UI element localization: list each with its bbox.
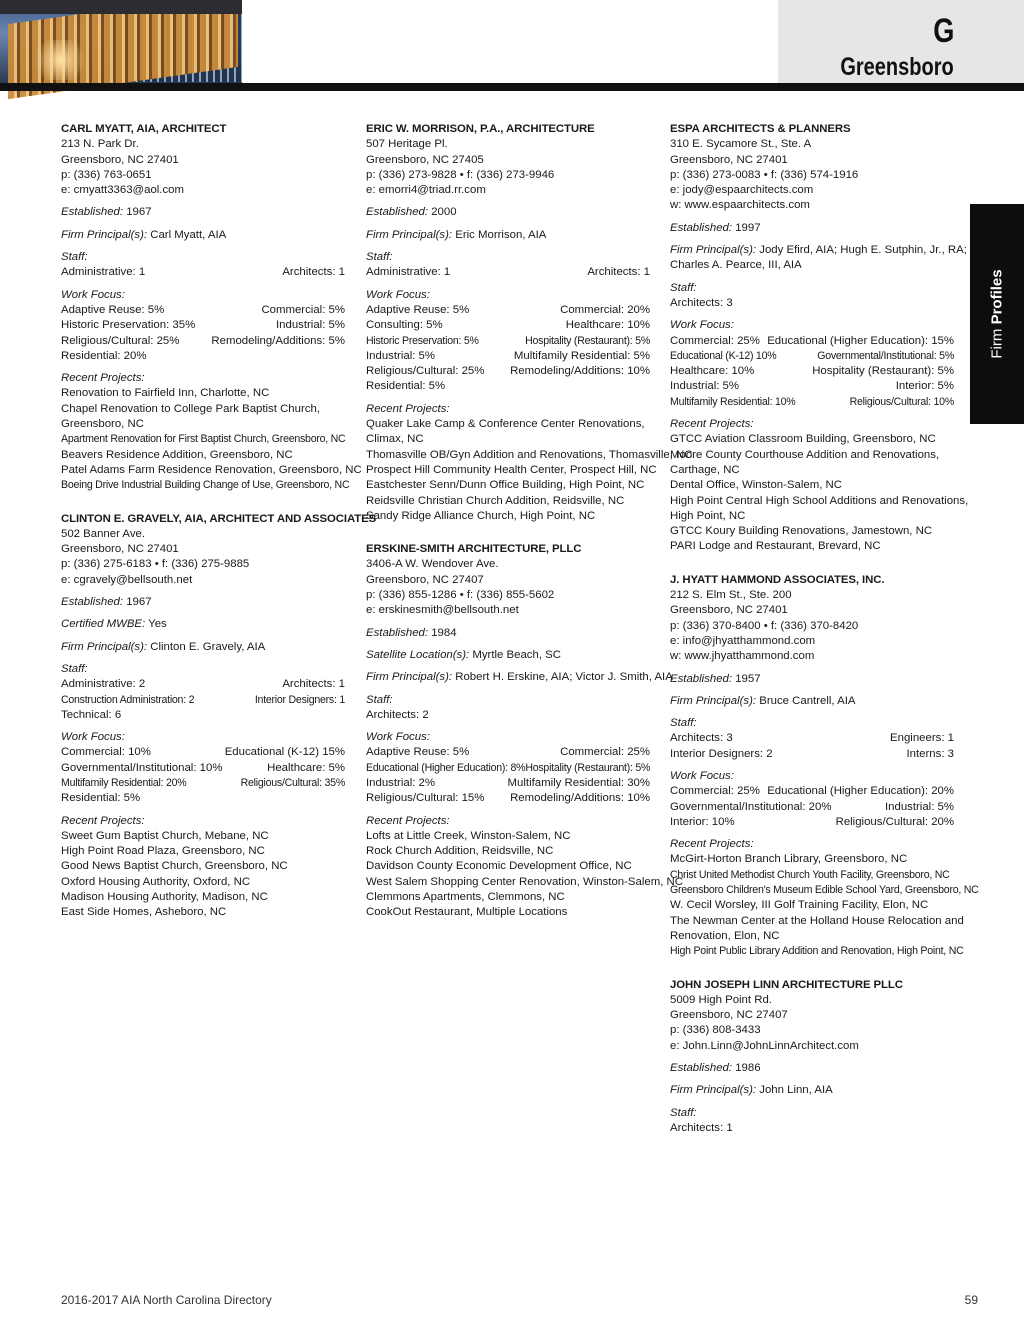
staff-row <box>61 677 345 692</box>
field-label: Established: <box>670 672 733 685</box>
recent-project: CookOut Restaurant, Multiple Locations <box>366 906 568 919</box>
field-label: Established: <box>366 206 429 219</box>
firm-contact-line: 5009 High Point Rd. <box>670 993 772 1006</box>
field-value: Yes <box>145 618 167 631</box>
work-focus-item: Consulting: 5% <box>366 319 443 332</box>
firm-contact-line: e: info@jhyatthammond.com <box>670 634 816 647</box>
field-label: Firm Principal(s): <box>670 1084 757 1097</box>
work-focus-item: Religious/Cultural: 10% <box>849 395 954 408</box>
firm-field <box>61 205 345 220</box>
work-focus-item: Hospitality (Restaurant): 5% <box>525 761 651 774</box>
field-label: Firm Principal(s): <box>670 244 757 257</box>
field-label: Established: <box>366 626 429 639</box>
firm-contact-line: e: cmyatt3363@aol.com <box>61 184 184 197</box>
firm-contact-line: Greensboro, NC 27407 <box>366 573 484 586</box>
work-focus-item: Adaptive Reuse: 5% <box>61 303 165 316</box>
firm-field <box>366 648 650 663</box>
field-value: 1997 <box>732 221 761 234</box>
field-label: Established: <box>670 1062 733 1075</box>
staff-item: Administrative: 1 <box>61 266 146 279</box>
recent-project: Davidson County Economic Development Office, NC <box>366 860 632 873</box>
recent-project: West Salem Shopping Center Renovation, Winston-Salem, NC <box>366 875 683 888</box>
firm-contact-line: 212 S. Elm St., Ste. 200 <box>670 589 792 602</box>
work-focus-item: Industrial: 5% <box>275 319 345 332</box>
footer-directory-title: 2016-2017 AIA North Carolina Directory <box>61 1293 272 1307</box>
firm-profiles-side-tab <box>970 204 1024 424</box>
recent-project: Patel Adams Farm Residence Renovation, Greensboro, NC <box>61 463 362 476</box>
work-focus-item: Religious/Cultural: 25% <box>61 334 180 347</box>
work-focus-row <box>61 349 345 364</box>
field-label: Firm Principal(s): <box>366 671 453 684</box>
work-focus-row <box>61 318 345 333</box>
work-focus-item: Hospitality (Restaurant): 5% <box>525 334 650 347</box>
firm-listing <box>61 122 362 494</box>
recent-project: Madison Housing Authority, Madison, NC <box>61 891 268 904</box>
recent-project: McGirt-Horton Branch Library, Greensboro, NC <box>670 853 908 866</box>
work-focus-label: Work Focus: <box>366 288 430 301</box>
field-label: Established: <box>61 596 124 609</box>
staff-item: Interns: 3 <box>906 747 954 760</box>
recent-project: W. Cecil Worsley, III Golf Training Facility, Elon, NC <box>670 899 929 912</box>
staff-row <box>366 708 650 723</box>
firm-contact-line: p: (336) 808-3433 <box>670 1024 761 1037</box>
work-focus-item: Healthcare: 10% <box>670 365 755 378</box>
staff-row <box>61 265 345 280</box>
work-focus-row <box>61 791 345 806</box>
staff-row <box>366 265 650 280</box>
staff-item: Administrative: 2 <box>61 678 146 691</box>
firm-field <box>61 228 345 243</box>
recent-projects-label: Recent Projects: <box>366 814 450 827</box>
field-label: Firm Principal(s): <box>61 640 148 653</box>
page-number: 59 <box>964 1293 978 1307</box>
recent-project: Quaker Lake Camp & Conference Center Renovations, <box>366 418 645 431</box>
firm-field <box>61 595 345 610</box>
recent-project: Christ United Methodist Church Youth Facility, Greensboro, NC <box>670 868 950 881</box>
staff-item: Interior Designers: 2 <box>670 747 773 760</box>
field-value: 1967 <box>123 596 152 609</box>
firm-name: JOHN JOSEPH LINN ARCHITECTURE PLLC <box>670 978 903 991</box>
work-focus-row <box>670 349 954 364</box>
recent-project: Lofts at Little Creek, Winston-Salem, NC <box>366 829 571 842</box>
staff-item: Administrative: 1 <box>366 266 451 279</box>
firm-name: CLINTON E. GRAVELY, AIA, ARCHITECT AND ASSOCIATES <box>61 512 377 525</box>
work-focus-item: Residential: 5% <box>366 380 446 393</box>
firm-contact-line: 3406-A W. Wendover Ave. <box>366 558 499 571</box>
recent-project: Greensboro, NC <box>61 418 144 431</box>
work-focus-item: Remodeling/Additions: 10% <box>510 365 650 378</box>
recent-project: Eastchester Senn/Dunn Office Building, High Point, NC <box>366 479 645 492</box>
staff-row <box>670 1121 954 1136</box>
recent-project: Thomasville OB/Gyn Addition and Renovations, Thomasville, NC <box>366 448 693 461</box>
work-focus-item: Industrial: 5% <box>884 800 954 813</box>
staff-item: Architects: 2 <box>366 708 429 721</box>
work-focus-label: Work Focus: <box>61 731 125 744</box>
work-focus-row <box>670 800 954 815</box>
work-focus-item: Commercial: 10% <box>61 746 151 759</box>
work-focus-row <box>61 776 345 791</box>
recent-project: Renovation to Fairfield Inn, Charlotte, NC <box>61 387 270 400</box>
staff-row <box>670 747 954 762</box>
field-value: Robert H. Erskine, AIA; Victor J. Smith, AIA <box>452 671 673 684</box>
staff-item: Construction Administration: 2 <box>61 693 195 706</box>
staff-item: Architects: 1 <box>282 266 345 279</box>
work-focus-row <box>366 379 650 394</box>
firm-listing <box>61 512 377 921</box>
work-focus-item: Commercial: 20% <box>560 303 650 316</box>
work-focus-item: Commercial: 25% <box>670 785 760 798</box>
recent-project: GTCC Koury Building Renovations, Jamestown, NC <box>670 525 933 538</box>
staff-item: Technical: 6 <box>61 708 122 721</box>
firm-contact-line: 502 Banner Ave. <box>61 527 146 540</box>
staff-item: Architects: 1 <box>282 678 345 691</box>
recent-project: Dental Office, Winston-Salem, NC <box>670 479 842 492</box>
firm-contact-line: Greensboro, NC 27407 <box>670 1009 788 1022</box>
header-building-photo <box>0 0 242 83</box>
recent-project: Apartment Renovation for First Baptist Church, Greensboro, NC <box>61 433 346 446</box>
staff-label: Staff: <box>670 1106 697 1119</box>
work-focus-item: Educational (Higher Education): 15% <box>767 334 954 347</box>
recent-project: PARI Lodge and Restaurant, Brevard, NC <box>670 540 881 553</box>
work-focus-row <box>670 379 954 394</box>
work-focus-label: Work Focus: <box>670 769 734 782</box>
firm-field <box>670 1083 954 1098</box>
work-focus-item: Governmental/Institutional: 10% <box>61 761 223 774</box>
work-focus-item: Industrial: 5% <box>366 349 436 362</box>
firm-name: ERSKINE-SMITH ARCHITECTURE, PLLC <box>366 543 582 556</box>
column-3 <box>670 122 979 1154</box>
firm-listing <box>670 573 979 960</box>
recent-project: Climax, NC <box>366 433 424 446</box>
recent-project: The Newman Center at the Holland House Relocation and <box>670 914 964 927</box>
work-focus-item: Educational (K-12) 15% <box>224 746 345 759</box>
recent-project: Chapel Renovation to College Park Baptist Church, <box>61 402 320 415</box>
firm-contact-line: p: (336) 273-0083 • f: (336) 574-1916 <box>670 168 859 181</box>
work-focus-item: Interior: 5% <box>895 380 954 393</box>
work-focus-item: Educational (Higher Education): 20% <box>767 785 954 798</box>
recent-project: Clemmons Apartments, Clemmons, NC <box>366 891 565 904</box>
field-value: 1984 <box>428 626 457 639</box>
work-focus-row <box>670 784 954 799</box>
work-focus-row <box>366 303 650 318</box>
recent-project: Sandy Ridge Alliance Church, High Point, NC <box>366 509 596 522</box>
firm-contact-line: e: jody@espaarchitects.com <box>670 184 814 197</box>
firm-field <box>366 228 650 243</box>
recent-project: Beavers Residence Addition, Greensboro, NC <box>61 448 293 461</box>
work-focus-label: Work Focus: <box>366 731 430 744</box>
work-focus-item: Educational (K-12) 10% <box>670 349 777 362</box>
firm-listing <box>670 122 969 555</box>
field-value: Bruce Cantrell, AIA <box>756 694 856 707</box>
work-focus-row <box>61 745 345 760</box>
recent-projects-label: Recent Projects: <box>61 814 145 827</box>
firm-contact-line: w: www.jhyatthammond.com <box>670 650 815 663</box>
staff-label: Staff: <box>61 251 88 264</box>
firm-name: J. HYATT HAMMOND ASSOCIATES, INC. <box>670 573 885 586</box>
work-focus-row <box>670 395 954 410</box>
recent-project: High Point, NC <box>670 509 746 522</box>
work-focus-label: Work Focus: <box>61 288 125 301</box>
work-focus-item: Commercial: 5% <box>261 303 345 316</box>
staff-row <box>61 693 345 708</box>
field-value: Carl Myatt, AIA <box>147 228 227 241</box>
work-focus-row <box>61 761 345 776</box>
work-focus-row <box>61 303 345 318</box>
work-focus-item: Hospitality (Restaurant): 5% <box>812 365 954 378</box>
recent-project: High Point Road Plaza, Greensboro, NC <box>61 845 265 858</box>
work-focus-item: Industrial: 2% <box>366 776 436 789</box>
field-value: 2000 <box>428 206 457 219</box>
recent-project: High Point Public Library Addition and Renovation, High Point, NC <box>670 945 964 958</box>
field-label: Certified MWBE: <box>61 618 146 631</box>
work-focus-item: Multifamily Residential: 5% <box>513 349 650 362</box>
firm-contact-line: p: (336) 370-8400 • f: (336) 370-8420 <box>670 619 859 632</box>
work-focus-row <box>366 334 650 349</box>
firm-listing <box>670 978 954 1137</box>
firm-contact-line: 310 E. Sycamore St., Ste. A <box>670 138 812 151</box>
firm-field <box>670 221 954 236</box>
recent-projects-label: Recent Projects: <box>61 372 145 385</box>
recent-project: Good News Baptist Church, Greensboro, NC <box>61 860 288 873</box>
staff-item: Architects: 1 <box>670 1121 733 1134</box>
firm-contact-line: Greensboro, NC 27401 <box>670 153 788 166</box>
firm-contact-line: p: (336) 273-9828 • f: (336) 273-9946 <box>366 168 555 181</box>
work-focus-row <box>366 776 650 791</box>
work-focus-row <box>366 791 650 806</box>
staff-item: Engineers: 1 <box>890 732 954 745</box>
recent-project: East Side Homes, Asheboro, NC <box>61 906 227 919</box>
firm-field <box>670 243 967 258</box>
firm-contact-line: w: www.espaarchitects.com <box>670 199 810 212</box>
work-focus-row <box>366 318 650 333</box>
firm-listing <box>366 122 693 524</box>
firm-field <box>366 205 650 220</box>
work-focus-item: Commercial: 25% <box>670 334 760 347</box>
field-value: 1967 <box>123 206 152 219</box>
field-continuation: Charles A. Pearce, III, AIA <box>670 259 802 272</box>
firm-contact-line: p: (336) 763-0651 <box>61 168 152 181</box>
field-value: John Linn, AIA <box>756 1084 833 1097</box>
recent-project: Oxford Housing Authority, Oxford, NC <box>61 875 251 888</box>
staff-label: Staff: <box>366 251 393 264</box>
staff-row <box>61 708 345 723</box>
staff-label: Staff: <box>670 281 697 294</box>
work-focus-item: Historic Preservation: 35% <box>61 319 196 332</box>
work-focus-item: Healthcare: 5% <box>267 761 345 774</box>
work-focus-item: Governmental/Institutional: 5% <box>817 349 954 362</box>
firm-contact-line: e: cgravely@bellsouth.net <box>61 573 193 586</box>
work-focus-item: Religious/Cultural: 35% <box>240 776 345 789</box>
work-focus-item: Religious/Cultural: 15% <box>366 792 485 805</box>
recent-project: Carthage, NC <box>670 463 740 476</box>
section-city: Greensboro <box>840 53 954 81</box>
staff-label: Staff: <box>366 693 393 706</box>
staff-label: Staff: <box>61 662 88 675</box>
firm-contact-line: e: emorri4@triad.rr.com <box>366 184 486 197</box>
work-focus-item: Interior: 10% <box>670 815 735 828</box>
section-tab <box>778 0 1024 83</box>
firm-contact-line: p: (336) 275-6183 • f: (336) 275-9885 <box>61 558 250 571</box>
firm-field <box>366 626 650 641</box>
field-value: Eric Morrison, AIA <box>452 228 547 241</box>
firm-contact-line: e: erskinesmith@bellsouth.net <box>366 604 519 617</box>
firm-field <box>670 694 954 709</box>
work-focus-item: Adaptive Reuse: 5% <box>366 303 470 316</box>
field-label: Established: <box>61 206 124 219</box>
firm-field <box>61 617 345 632</box>
work-focus-item: Industrial: 5% <box>670 380 740 393</box>
firm-field <box>670 672 954 687</box>
staff-label: Staff: <box>670 717 697 730</box>
recent-project: Greensboro Children's Museum Edible School Yard, Greensboro, NC <box>670 884 979 897</box>
firm-contact-line: Greensboro, NC 27405 <box>366 153 484 166</box>
side-tab-label: Firm Profiles <box>988 269 1006 359</box>
work-focus-item: Multifamily Residential: 30% <box>507 776 650 789</box>
firm-contact-line: Greensboro, NC 27401 <box>61 543 179 556</box>
firm-field <box>670 1061 954 1076</box>
field-value: 1986 <box>732 1062 761 1075</box>
work-focus-label: Work Focus: <box>670 319 734 332</box>
firm-contact-line: 213 N. Park Dr. <box>61 138 139 151</box>
firm-contact-line: e: John.Linn@JohnLinnArchitect.com <box>670 1039 859 1052</box>
field-label: Firm Principal(s): <box>61 228 148 241</box>
work-focus-item: Multifamily Residential: 20% <box>61 776 187 789</box>
recent-project: Moore County Courthouse Addition and Renovations, <box>670 448 940 461</box>
work-focus-row <box>670 815 954 830</box>
work-focus-item: Healthcare: 10% <box>565 319 650 332</box>
recent-project: Sweet Gum Baptist Church, Mebane, NC <box>61 829 269 842</box>
work-focus-item: Educational (Higher Education): 8% <box>366 761 526 774</box>
firm-name: ERIC W. MORRISON, P.A., ARCHITECTURE <box>366 123 595 135</box>
field-label: Firm Principal(s): <box>670 694 757 707</box>
field-label: Satellite Location(s): <box>366 648 470 661</box>
work-focus-item: Adaptive Reuse: 5% <box>366 746 470 759</box>
work-focus-row <box>670 334 954 349</box>
work-focus-item: Commercial: 25% <box>560 746 650 759</box>
work-focus-item: Governmental/Institutional: 20% <box>670 800 832 813</box>
firm-name: ESPA ARCHITECTS & PLANNERS <box>670 123 851 135</box>
work-focus-item: Remodeling/Additions: 10% <box>510 792 650 805</box>
field-value: Myrtle Beach, SC <box>469 648 561 661</box>
firm-field <box>61 640 345 655</box>
recent-project: Boeing Drive Industrial Building Change of Use, Greensboro, NC <box>61 479 350 492</box>
recent-projects-label: Recent Projects: <box>670 838 754 851</box>
work-focus-item: Remodeling/Additions: 5% <box>211 334 345 347</box>
work-focus-row <box>366 761 650 776</box>
field-value: 1957 <box>732 672 761 685</box>
work-focus-item: Religious/Cultural: 20% <box>835 815 954 828</box>
staff-row <box>670 731 954 746</box>
work-focus-row <box>670 364 954 379</box>
recent-project: High Point Central High School Additions and Renovations, <box>670 494 969 507</box>
work-focus-row <box>366 364 650 379</box>
staff-item: Architects: 3 <box>670 296 733 309</box>
recent-project: Rock Church Addition, Reidsville, NC <box>366 845 554 858</box>
firm-contact-line: p: (336) 855-1286 • f: (336) 855-5602 <box>366 589 555 602</box>
recent-projects-label: Recent Projects: <box>366 402 450 415</box>
work-focus-item: Religious/Cultural: 25% <box>366 365 485 378</box>
field-label: Firm Principal(s): <box>366 228 453 241</box>
work-focus-item: Residential: 5% <box>61 792 141 805</box>
work-focus-item: Historic Preservation: 5% <box>366 334 479 347</box>
firm-listing <box>366 542 683 921</box>
work-focus-row <box>366 745 650 760</box>
column-1 <box>61 122 377 939</box>
recent-project: Renovation, Elon, NC <box>670 929 780 942</box>
firm-contact-line: Greensboro, NC 27401 <box>670 604 788 617</box>
work-focus-row <box>61 334 345 349</box>
recent-projects-label: Recent Projects: <box>670 418 754 431</box>
work-focus-item: Multifamily Residential: 10% <box>670 395 796 408</box>
firm-contact-line: Greensboro, NC 27401 <box>61 153 179 166</box>
recent-project: Prospect Hill Community Health Center, Prospect Hill, NC <box>366 463 657 476</box>
firm-contact-line: 507 Heritage Pl. <box>366 138 448 151</box>
staff-item: Architects: 3 <box>670 732 733 745</box>
field-value: Clinton E. Gravely, AIA <box>147 640 266 653</box>
firm-field <box>366 670 673 685</box>
firm-name: CARL MYATT, AIA, ARCHITECT <box>61 123 227 135</box>
recent-project: Reidsville Christian Church Addition, Reidsville, NC <box>366 494 625 507</box>
field-value: Jody Efird, AIA; Hugh E. Sutphin, Jr., RA; <box>756 244 967 257</box>
recent-project: GTCC Aviation Classroom Building, Greensboro, NC <box>670 433 936 446</box>
work-focus-row <box>366 349 650 364</box>
work-focus-item: Residential: 20% <box>61 349 147 362</box>
section-letter: G <box>932 12 954 50</box>
field-label: Established: <box>670 221 733 234</box>
staff-item: Interior Designers: 1 <box>254 693 345 706</box>
staff-row <box>670 296 954 311</box>
staff-item: Architects: 1 <box>587 266 650 279</box>
column-2 <box>366 122 693 939</box>
header-rule <box>0 83 1024 91</box>
